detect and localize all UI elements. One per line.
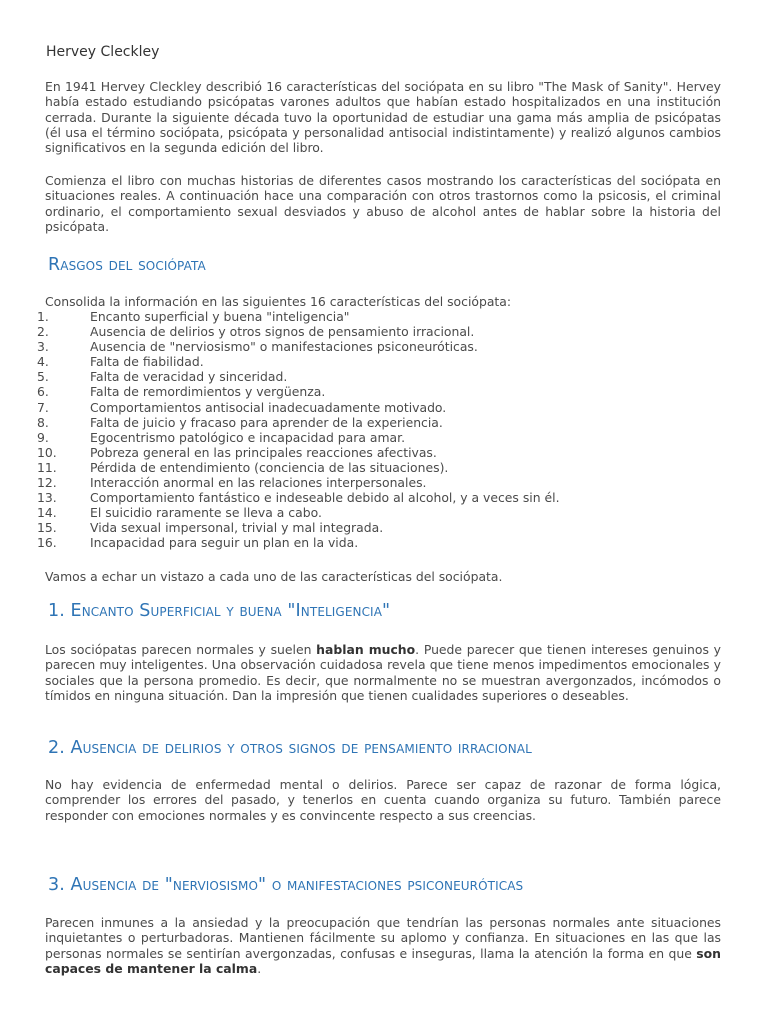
list-item [37,475,727,490]
context-paragraph: Comienza el libro con muchas historias de diferentes casos mostrando los características del sociópata en situaciones reales. A continuación hace una comparación con otros trastornos como la psicosis, el criminal ordinario, el comportamiento sexual desviados y abuso de alcohol antes de hablar sobre la historia del psicópata. [45,173,721,234]
list-item-number: 8. [37,414,49,430]
list-item-number: 14. [37,505,57,521]
list-item-number: 15. [37,520,57,536]
traits-list [37,309,727,551]
list-item-text: Comportamiento fantástico e indeseable debido al alcohol, y a veces sin él. [90,490,560,506]
list-item-number: 13. [37,490,57,506]
list-item [37,324,727,339]
traits-outro: Vamos a echar un vistazo a cada uno de las características del sociópata. [45,569,503,584]
list-item-text: El suicidio raramente se lleva a cabo. [90,505,322,521]
list-item [37,400,727,415]
list-item-text: Interacción anormal en las relaciones interpersonales. [90,475,427,491]
list-item [37,415,727,430]
list-item-text: Pobreza general en las principales reacciones afectivas. [90,444,437,460]
list-item-number: 16. [37,535,57,551]
list-item-number: 5. [37,369,49,385]
list-item [37,445,727,460]
list-item [37,505,727,520]
intro-paragraph: En 1941 Hervey Cleckley describió 16 características del sociópata en su libro "The Mask of Sanity". Hervey había estado estudiando psicópatas varones adultos que habían estado hospitalizados en una institución cerrada. Durante la siguiente década tuvo la oportunidad de estudiar una gama más amplia de psicópatas (él usa el término sociópata, psicópata y personalidad antisocial indistintamente) y realizó algunos cambios significativos en la segunda edición del libro. [45,79,721,156]
list-item [37,460,727,475]
list-item-text: Pérdida de entendimiento (conciencia de las situaciones). [90,459,449,475]
list-item-number: 1. [37,309,49,324]
list-item-number: 6. [37,384,49,400]
traits-heading: Rasgos del sociópata [48,255,206,275]
list-item-number: 9. [37,429,49,445]
section-1-paragraph [45,642,721,703]
document-title: Hervey Cleckley [46,44,160,60]
section-1-text: Los sociópatas parecen normales y suelen [45,642,317,657]
section-2-paragraph: No hay evidencia de enfermedad mental o delirios. Parece ser capaz de razonar de forma lógica, comprender los errores del pasado, y tenerlos en cuenta cuando organiza su futuro. También parece responder con emociones normales y es convincente respecto a sus creencias. [45,777,721,823]
list-item-text: Incapacidad para seguir un plan en la vida. [90,535,359,551]
list-item [37,535,727,550]
list-item-number: 4. [37,354,49,370]
list-item-text: Ausencia de "nerviosismo" o manifestaciones psiconeuróticas. [90,339,478,355]
section-3-paragraph [45,915,721,976]
section-3-text: Parecen inmunes a la ansiedad y la preocupación que tendrían las personas normales ante situaciones inquietantes o perturbadoras. Mantienen fácilmente su aplomo y confianza. En situaciones en las que las personas normales se sentirían avergonzadas, confusas e inseguras, llama la atención la forma en que [45,915,721,961]
section-1-text-continued: . Puede parecer que tienen intereses genuinos y parecen muy inteligentes. Una observación cuidadosa revela que tiene menos impedimentos emocionales y sociales que la persona promedio. Es decir, que normalmente no se muestran avergonzados, incómodos o tímidos en ninguna situación. Dan la impresión que tienen cualidades superiores o deseables. [45,642,721,703]
list-item-text: Vida sexual impersonal, trivial y mal integrada. [90,520,384,536]
list-item-text: Falta de juicio y fracaso para aprender de la experiencia. [90,414,443,430]
section-3-heading: 3. Ausencia de "nerviosismo" o manifestaciones psiconeuróticas [48,875,524,895]
list-item-text: Ausencia de delirios y otros signos de pensamiento irracional. [90,324,475,340]
list-item-text: Falta de remordimientos y vergüenza. [90,384,326,400]
section-2-heading: 2. Ausencia de delirios y otros signos de pensamiento irracional [48,738,532,758]
list-item-text: Falta de veracidad y sinceridad. [90,369,288,385]
list-item-number: 12. [37,475,57,491]
list-item-text: Comportamientos antisocial inadecuadamente motivado. [90,399,447,415]
list-item [37,430,727,445]
traits-intro: Consolida la información en las siguientes 16 características del sociópata: [45,294,512,309]
section-1-heading: 1. Encanto Superficial y buena "Inteligencia" [48,601,391,621]
section-3-emphasis: son capaces de mantener la calma [45,945,721,976]
list-item-number: 10. [37,444,57,460]
list-item [37,384,727,399]
list-item [37,309,727,324]
list-item-text: Encanto superficial y buena "inteligencia" [90,309,350,324]
list-item-number: 2. [37,324,49,340]
section-3-text-continued: . [257,960,262,976]
list-item-number: 3. [37,339,49,355]
list-item-number: 11. [37,459,57,475]
list-item [37,490,727,505]
list-item-text: Falta de fiabilidad. [90,354,204,370]
list-item [37,339,727,354]
list-item-number: 7. [37,399,49,415]
list-item [37,520,727,535]
section-1-emphasis: hablan mucho [316,642,416,657]
list-item-text: Egocentrismo patológico e incapacidad para amar. [90,429,406,445]
list-item [37,354,727,369]
list-item [37,369,727,384]
